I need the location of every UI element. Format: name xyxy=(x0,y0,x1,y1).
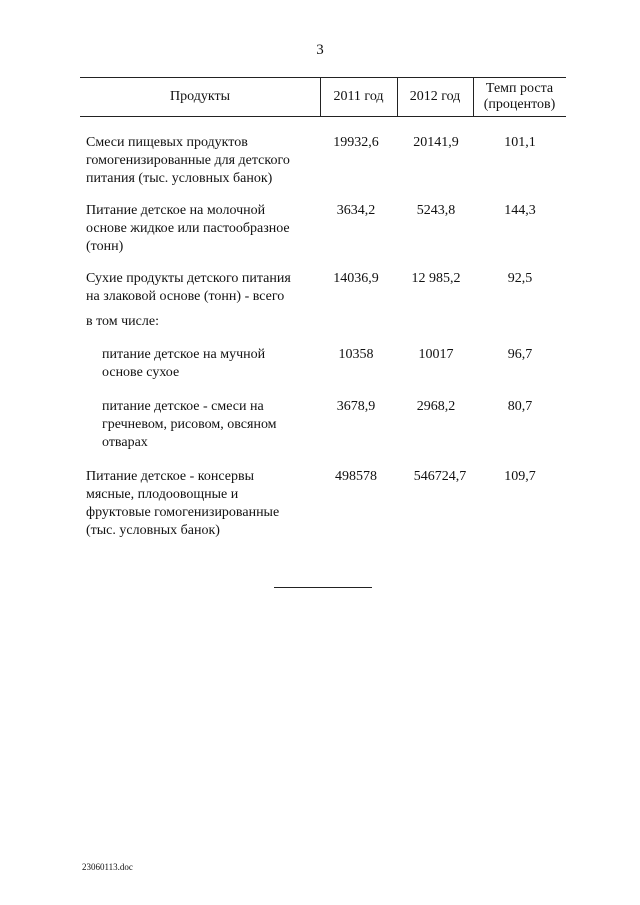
row-value-2011: 19932,6 xyxy=(333,135,379,150)
end-of-document-rule xyxy=(274,587,372,588)
row-product-name: Питание детское на молочной основе жидкое или пастообразное (тонн) xyxy=(86,203,290,254)
row-subheading: в том числе: xyxy=(86,314,159,329)
row-growth: 144,3 xyxy=(504,203,536,218)
page-number: 3 xyxy=(316,42,324,58)
file-name-footer: 23060113.doc xyxy=(82,862,133,872)
header-2012: 2012 год xyxy=(409,88,461,104)
row-value-2011: 3678,9 xyxy=(336,399,376,414)
row-growth: 96,7 xyxy=(507,347,533,362)
row-product-name: Сухие продукты детского питания на злаковой основе (тонн) - всего xyxy=(86,271,291,304)
row-value-2011: 498578 xyxy=(335,469,377,484)
row-growth: 80,7 xyxy=(507,399,533,414)
header-growth: Темп роста (процентов) xyxy=(483,80,556,112)
row-value-2012: 20141,9 xyxy=(413,135,459,150)
row-product-name: питание детское на мучной основе сухое xyxy=(102,347,266,380)
row-product-name: питание детское - смеси на гречневом, рисовом, овсяном отварах xyxy=(102,399,277,450)
row-value-2012: 2968,2 xyxy=(416,399,456,414)
row-value-2012: 546724,7 xyxy=(413,469,467,484)
row-product-name: Смеси пищевых продуктов гомогенизированные для детского питания (тыс. условных банок) xyxy=(86,135,290,186)
row-value-2012: 12 985,2 xyxy=(411,271,461,286)
row-growth: 92,5 xyxy=(507,271,533,286)
row-value-2012: 5243,8 xyxy=(416,203,456,218)
row-product-name: Питание детское - консервы мясные, плодоовощные и фруктовые гомогенизированные (тыс. условных банок) xyxy=(86,469,280,538)
table-header-bottom-rule xyxy=(80,116,566,117)
header-2011: 2011 год xyxy=(333,88,384,104)
row-value-2011: 3634,2 xyxy=(336,203,376,218)
row-growth: 109,7 xyxy=(504,469,536,484)
row-growth: 101,1 xyxy=(504,135,536,150)
header-products: Продукты xyxy=(170,88,230,104)
row-value-2011: 10358 xyxy=(338,347,374,362)
row-value-2012: 10017 xyxy=(418,347,454,362)
row-value-2011: 14036,9 xyxy=(333,271,379,286)
